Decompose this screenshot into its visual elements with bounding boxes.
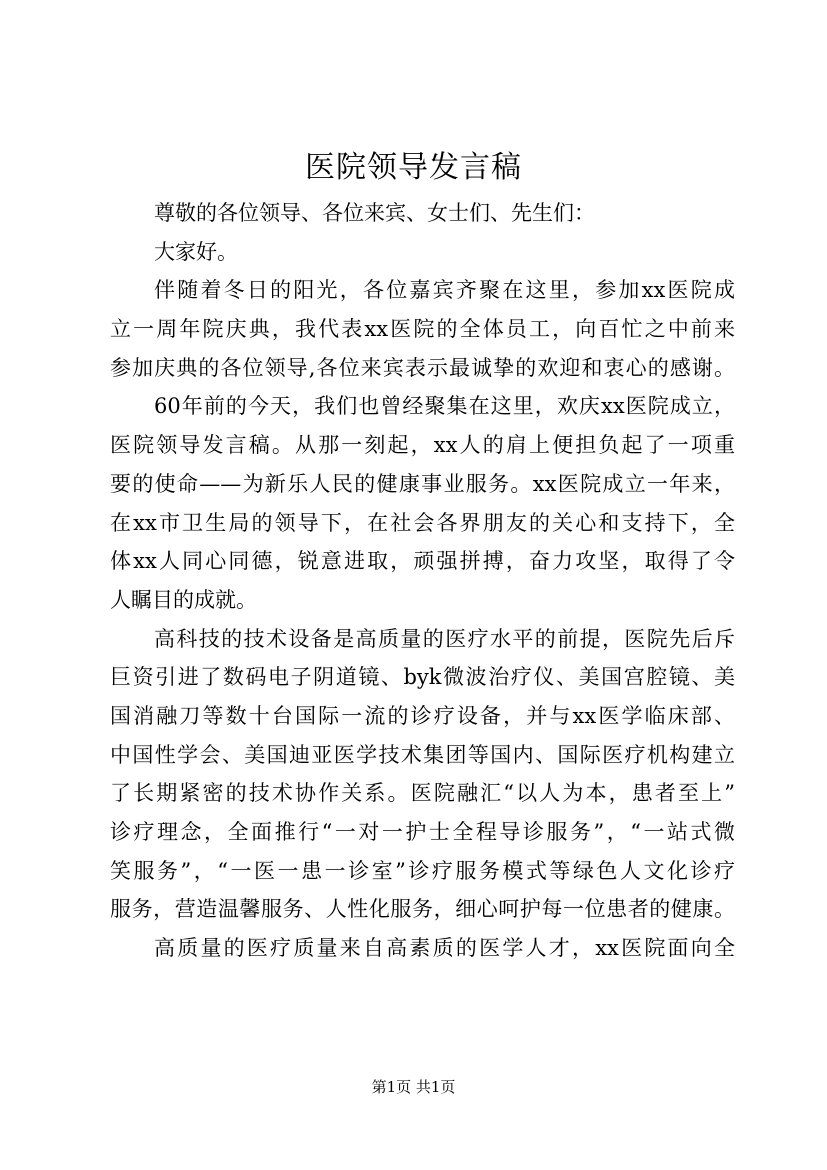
text-line: 60年前的今天，我们也曾经聚集在这里，欢庆xx医院成立， <box>154 394 735 419</box>
text-line: 尊敬的各位领导、各位来宾、女士们、先生们： <box>154 201 595 225</box>
text-line: 医院领导发言稿。从那一刻起，xx人的肩上便担负起了一项重 <box>110 433 735 458</box>
text-line: 高科技的技术设备是高质量的医疗水平的前提，医院先后斥 <box>154 626 735 651</box>
text-line: 中国性学会、美国迪亚医学技术集团等国内、国际医疗机构建立 <box>110 742 735 767</box>
document-title: 医院领导发言稿 <box>305 150 522 185</box>
text-line: 了长期紧密的技术协作关系。医院融汇“以人为本，患者至上” <box>110 781 735 806</box>
text-line: 参加庆典的各位领导,各位来宾表示最诚挚的欢迎和衷心的感谢。 <box>110 355 735 380</box>
text-line: 立一周年院庆典，我代表xx医院的全体员工，向百忙之中前来 <box>110 317 735 342</box>
text-line: 服务，营造温馨服务、人性化服务，细心呵护每一位患者的健康。 <box>110 897 735 922</box>
text-line: 人瞩目的成就。 <box>110 587 257 612</box>
text-line: 在xx市卫生局的领导下，在社会各界朋友的关心和支持下，全 <box>110 510 735 535</box>
text-line: 巨资引进了数码电子阴道镜、byk微波治疗仪、美国宫腔镜、美 <box>110 665 735 690</box>
text-line: 伴随着冬日的阳光，各位嘉宾齐聚在这里，参加xx医院成 <box>154 278 735 303</box>
text-line: 大家好。 <box>154 239 238 264</box>
text-line: 高质量的医疗质量来自高素质的医学人才，xx医院面向全 <box>154 936 735 961</box>
text-line: 国消融刀等数十台国际一流的诊疗设备，并与xx医学临床部、 <box>110 703 735 728</box>
text-line: 诊疗理念，全面推行“一对一护士全程导诊服务”，“一站式微 <box>110 820 735 844</box>
document-body <box>110 194 735 968</box>
text-line: 笑服务”，“一医一患一诊室”诊疗服务模式等绿色人文化诊疗 <box>110 858 735 883</box>
text-line: 要的使命——为新乐人民的健康事业服务。xx医院成立一年来， <box>110 471 735 496</box>
text-line: 体xx人同心同德，锐意进取，顽强拼搏，奋力攻坚，取得了令 <box>110 549 735 574</box>
page-footer: 第1页 共1页 <box>371 1078 456 1096</box>
